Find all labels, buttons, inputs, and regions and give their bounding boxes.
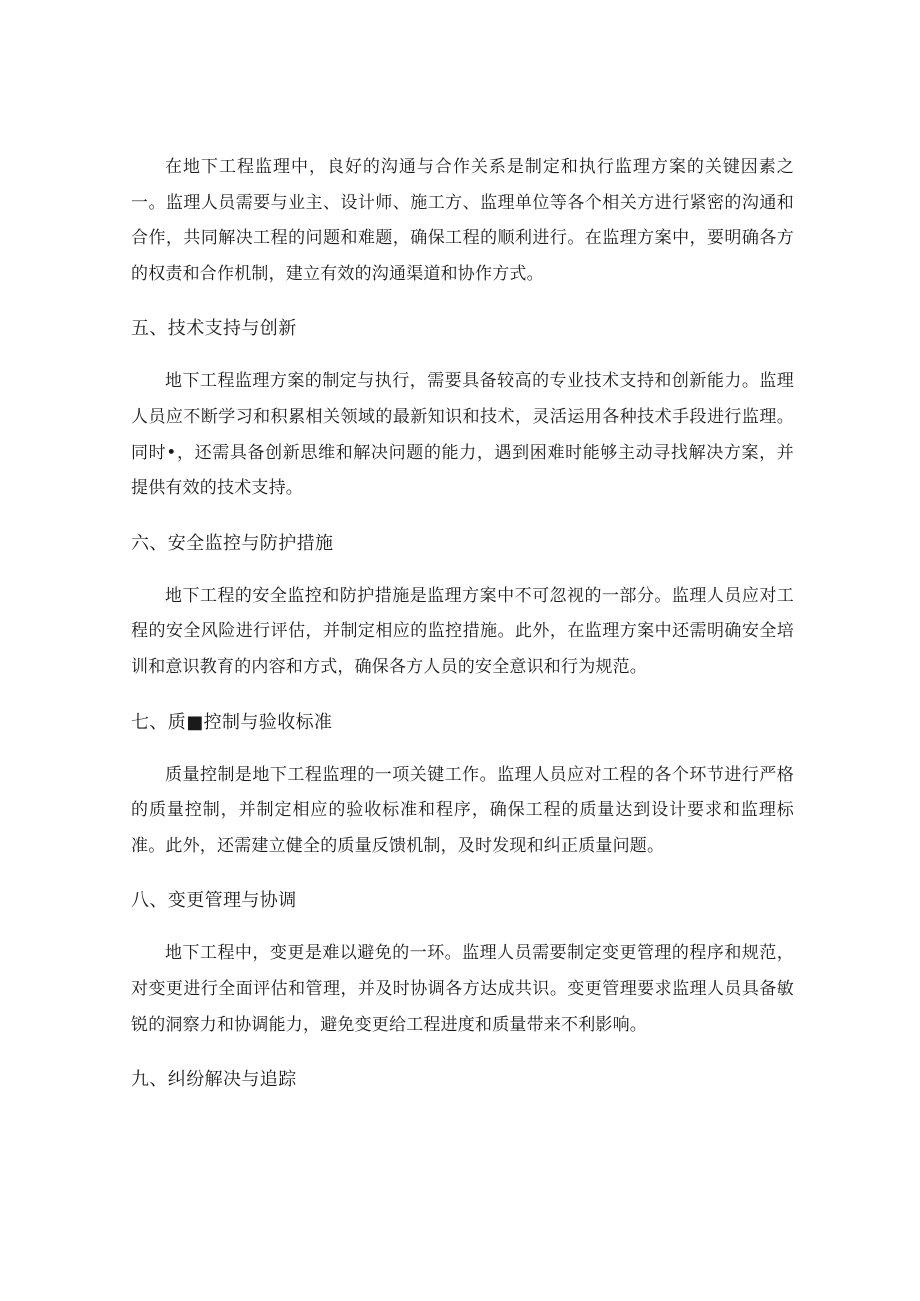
spacer: [131, 686, 794, 710]
heading-safety-monitoring: 六、安全监控与防护措施: [131, 532, 334, 554]
spacer: [131, 292, 794, 316]
heading-technical-support: 五、技术支持与创新: [131, 318, 297, 340]
spacer: [131, 914, 794, 936]
heading-quality-control: 七、质■控制与验收标准: [131, 711, 333, 733]
heading-dispute-resolution: 九、纠纷解决与追踪: [131, 1069, 297, 1091]
paragraph-quality-control: 质量控制是地下工程监理的一项关键工作。监理人员应对工程的各个环节进行严格的质量控制，并制定相应的验收标准和程序，确保工程的质量达到设计要求和监理标准。此外，还需建立健全的质量反馈机制，及时发现和纠正质量问题。: [131, 764, 794, 856]
spacer: [131, 864, 794, 888]
spacer: [131, 736, 794, 758]
spacer: [131, 342, 794, 364]
spacer: [131, 557, 794, 579]
paragraph-safety-monitoring: 地下工程的安全监控和防护措施是监理方案中不可忽视的一部分。监理人员应对工程的安全风险进行评估，并制定相应的监控措施。此外，在监理方案中还需明确安全培训和意识教育的内容和方式，确保各方人员的安全意识和行为规范。: [131, 585, 794, 677]
paragraph-change-management: 地下工程中，变更是难以避免的一环。监理人员需要制定变更管理的程序和规范，对变更进行全面评估和管理，并及时协调各方达成共识。变更管理要求监理人员具备敏锐的洞察力和协调能力，避免变更给工程进度和质量带来不利影响。: [131, 943, 794, 1035]
paragraph-technical-support: 地下工程监理方案的制定与执行，需要具备较高的专业技术支持和创新能力。监理人员应不断学习和积累相关领域的最新知识和技术，灵活运用各种技术手段进行监理。同时•，还需具备创新思维和解决问题的能力，遇到困难时能够主动寻找解决方案，并提供有效的技术支持。: [131, 371, 794, 499]
heading-change-management: 八、变更管理与协调: [131, 890, 297, 912]
spacer: [131, 507, 794, 531]
spacer: [131, 1043, 794, 1067]
paragraph-communication: 在地下工程监理中，良好的沟通与合作关系是制定和执行监理方案的关键因素之一。监理人员需要与业主、设计师、施工方、监理单位等各个相关方进行紧密的沟通和合作，共同解决工程的问题和难题，确保工程的顺利进行。在监理方案中，要明确各方的权责和合作机制，建立有效的沟通渠道和协作方式。: [131, 157, 794, 284]
